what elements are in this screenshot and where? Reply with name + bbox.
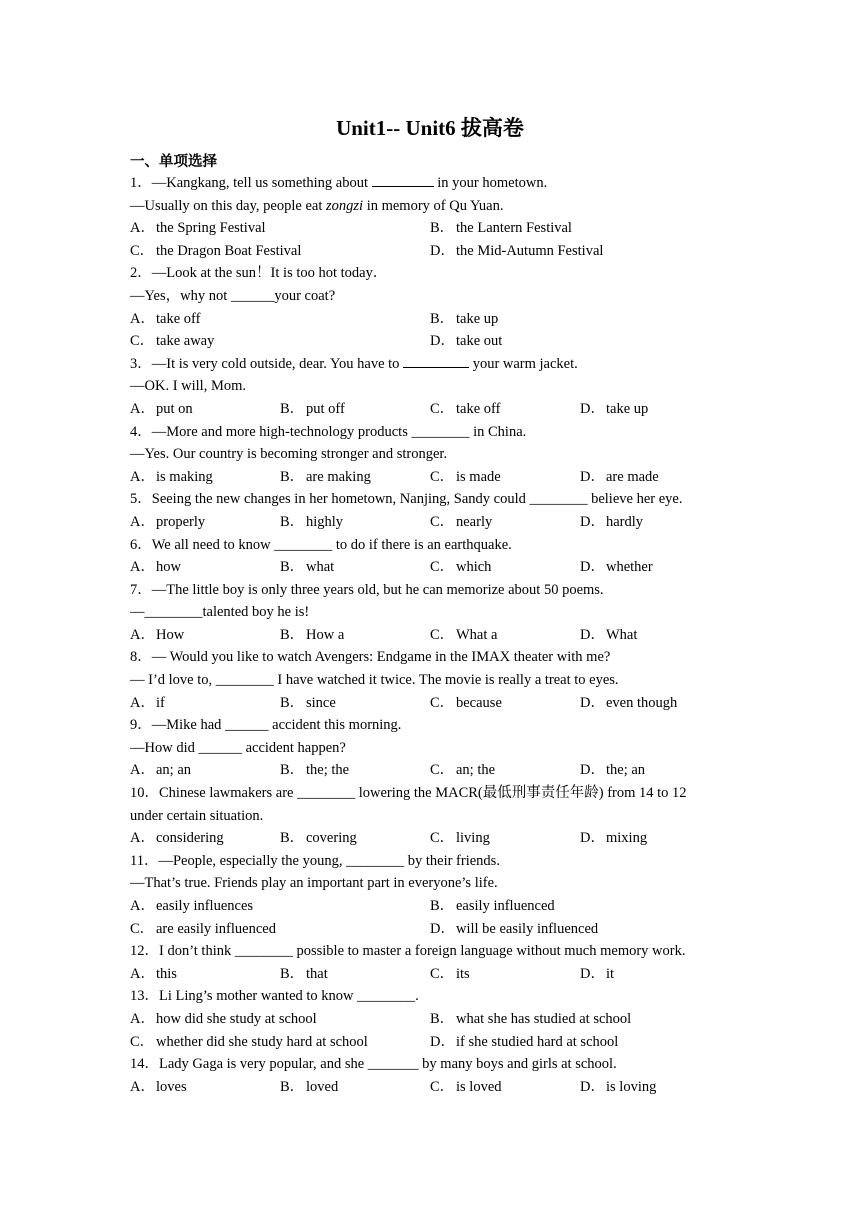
answer-option: C． because: [430, 694, 502, 711]
answer-option: C． whether did she study hard at school: [130, 1033, 368, 1050]
answer-option: A． properly: [130, 513, 206, 530]
options-row: [130, 511, 730, 534]
question-text-line: 12．I don’t think ________ possible to master a foreign language without much memory work.: [130, 943, 686, 960]
answer-option: B． take up: [430, 310, 499, 327]
answer-option: C． nearly: [430, 513, 493, 530]
options-row: [130, 918, 730, 941]
answer-option: A． easily influences: [130, 898, 254, 914]
question-text-line: under certain situation.: [130, 807, 264, 824]
answer-option: B． put off: [280, 400, 345, 417]
question-text-line: 11．—People, especially the young, ________ by their friends.: [130, 852, 500, 869]
answer-option: A． an; an: [130, 762, 192, 779]
answer-option: A． this: [130, 965, 177, 982]
answer-option: D． the Mid-Autumn Festival: [430, 242, 604, 259]
answer-option: D． will be easily influenced: [430, 920, 599, 937]
answer-option: D． take out: [430, 333, 503, 350]
section-heading: 一、单项选择: [130, 154, 217, 170]
answer-option: D． even though: [580, 694, 678, 711]
question-text-line: —OK. I will, Mom.: [130, 378, 246, 395]
question-text-line: 6．We all need to know ________ to do if there is an earthquake.: [130, 536, 512, 553]
options-row: [130, 466, 730, 489]
options-row: [130, 1076, 730, 1099]
question-9: [130, 714, 730, 782]
answer-option: A． is making: [130, 468, 213, 485]
question-text-line: 13．Li Ling’s mother wanted to know ________.: [130, 988, 419, 1005]
question-10: [130, 782, 730, 850]
question-4: [130, 421, 730, 489]
answer-option: D． is loving: [580, 1078, 657, 1095]
question-3: [130, 353, 730, 421]
answer-option: A． considering: [130, 830, 224, 847]
answer-option: A． loves: [130, 1078, 187, 1095]
answer-option: C． take off: [430, 400, 501, 417]
question-text-line: 1．—Kangkang, tell us something about in your hometown.: [130, 172, 730, 195]
question-text-line: —That’s true. Friends play an important part in everyone’s life.: [130, 875, 498, 892]
answer-option: D． take up: [580, 400, 649, 417]
options-row: [130, 217, 730, 240]
options-row: [130, 398, 730, 421]
options-row: [130, 624, 730, 647]
answer-option: A． how did she study at school: [130, 1010, 317, 1027]
question-text-line: 10．Chinese lawmakers are ________ lowering the MACR(最低刑事责任年龄) from 14 to 12: [130, 785, 687, 802]
answer-option: B． the; the: [280, 762, 350, 779]
answer-option: C． take away: [130, 333, 215, 350]
answer-option: C． What a: [430, 626, 498, 643]
answer-option: B． that: [280, 965, 328, 982]
options-row: [130, 1008, 730, 1031]
question-text-line: —Yes. Our country is becoming stronger and stronger.: [130, 446, 448, 463]
question-text-line: — I’d love to, ________ I have watched it twice. The movie is really a treat to eyes.: [130, 672, 619, 689]
options-row: [130, 330, 730, 353]
options-row: [130, 759, 730, 782]
answer-option: D． mixing: [580, 830, 648, 847]
page-title: Unit1-- Unit6 拔高卷: [336, 116, 524, 140]
question-6: [130, 534, 730, 579]
question-text-line: —________talented boy he is!: [130, 604, 310, 621]
question-text-line: 2．—Look at the sun！It is too hot today．: [130, 265, 388, 282]
question-1: [130, 172, 730, 262]
question-list: [130, 172, 730, 1098]
answer-option: C． its: [430, 965, 470, 982]
options-row: [130, 240, 730, 263]
answer-option: C． are easily influenced: [130, 920, 276, 937]
answer-option: B． easily influenced: [430, 898, 555, 914]
question-text-line: —Yes，why not ______your coat?: [130, 287, 336, 304]
question-text-line: 5．Seeing the new changes in her hometown, Nanjing, Sandy could ________ believe her eye.: [130, 491, 683, 508]
answer-option: B． loved: [280, 1078, 339, 1095]
question-text-line: 9．—Mike had ______ accident this morning.: [130, 717, 402, 734]
answer-option: B． highly: [280, 513, 344, 530]
answer-option: A． How: [130, 626, 185, 643]
answer-option: C． which: [430, 559, 492, 576]
answer-option: D． whether: [580, 559, 653, 576]
answer-option: A． the Spring Festival: [130, 220, 266, 237]
options-row: [130, 827, 730, 850]
answer-option: B． the Lantern Festival: [430, 220, 572, 237]
answer-option: A． how: [130, 559, 181, 576]
question-14: [130, 1053, 730, 1098]
question-5: [130, 488, 730, 533]
question-7: [130, 579, 730, 647]
question-text-line: —Usually on this day, people eat zongzi in memory of Qu Yuan.: [130, 197, 504, 214]
answer-option: B． since: [280, 694, 336, 711]
answer-option: B． How a: [280, 626, 345, 643]
options-row: [130, 556, 730, 579]
answer-option: D． hardly: [580, 513, 644, 530]
answer-option: C． is loved: [430, 1078, 502, 1095]
question-text-line: 3．—It is very cold outside, dear. You have to your warm jacket.: [130, 353, 730, 376]
answer-option: C． living: [430, 830, 490, 847]
options-row: [130, 308, 730, 331]
question-text-line: —How did ______ accident happen?: [130, 739, 346, 756]
answer-option: A． put on: [130, 400, 193, 417]
question-13: [130, 985, 730, 1053]
answer-option: D． if she studied hard at school: [430, 1033, 619, 1050]
answer-option: A． if: [130, 694, 165, 711]
question-text-line: 14．Lady Gaga is very popular, and she _______ by many boys and girls at school.: [130, 1056, 617, 1073]
answer-option: D． What: [580, 626, 638, 643]
answer-option: B． covering: [280, 830, 357, 847]
question-8: [130, 646, 730, 714]
answer-option: D． the; an: [580, 762, 646, 779]
options-row: [130, 692, 730, 715]
question-12: [130, 940, 730, 985]
question-text-line: 8．— Would you like to watch Avengers: Endgame in the IMAX theater with me?: [130, 649, 611, 666]
answer-blank: [403, 353, 469, 368]
options-row: [130, 1031, 730, 1054]
answer-option: C． the Dragon Boat Festival: [130, 242, 302, 259]
answer-blank: [372, 172, 434, 187]
answer-option: A． take off: [130, 310, 201, 327]
answer-option: D． it: [580, 965, 615, 982]
question-2: [130, 262, 730, 352]
answer-option: D． are made: [580, 468, 659, 485]
answer-option: B． are making: [280, 468, 371, 485]
answer-option: B． what: [280, 559, 335, 576]
italic-term: zongzi: [325, 197, 364, 214]
answer-option: C． an; the: [430, 762, 496, 779]
answer-option: C． is made: [430, 468, 501, 485]
answer-option: B． what she has studied at school: [430, 1010, 632, 1027]
question-text-line: 4．—More and more high-technology products ________ in China.: [130, 423, 527, 440]
question-11: [130, 850, 730, 940]
question-text-line: 7．—The little boy is only three years old, but he can memorize about 50 poems.: [130, 581, 604, 598]
options-row: [130, 895, 730, 918]
options-row: [130, 963, 730, 986]
